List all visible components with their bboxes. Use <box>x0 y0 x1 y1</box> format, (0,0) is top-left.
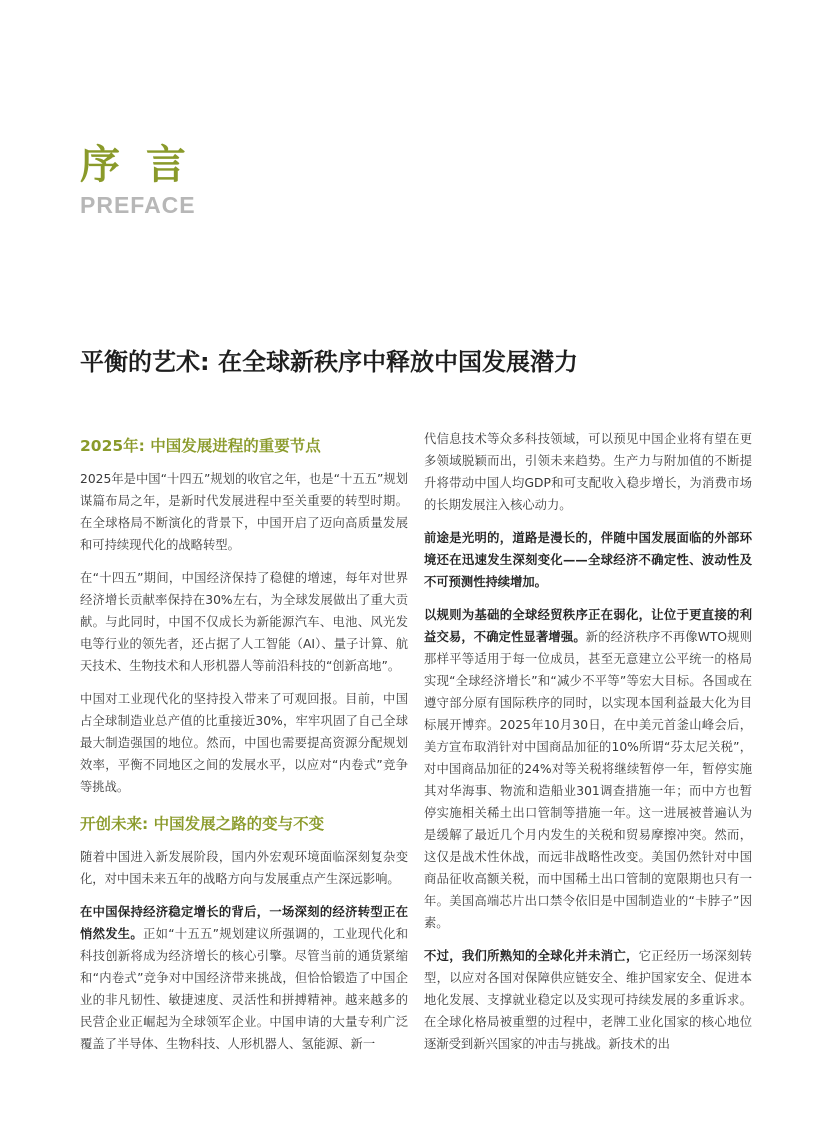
paragraph-lead-bold: 以规则为基础的全球经贸秩序正在弱化，让位于更直接的利益交易，不确定性显著增强。 <box>424 608 752 644</box>
paragraph: 随着中国进入新发展阶段，国内外宏观环境面临深刻复杂变化，对中国未来五年的战略方向与发展重点产生深远影响。 <box>80 850 408 886</box>
paragraph: 代信息技术等众多科技领域，可以预见中国企业将有望在更多领域脱颖而出，引领未来趋势。生产力与附加值的不断提升将带动中国人均GDP和可支配收入稳步增长，为消费市场的长期发展注入核心动力。 <box>424 432 752 512</box>
paragraph-body: 正如“十五五”规划建议所强调的，工业现代化和科技创新将成为经济增长的核心引擎。尽管当前的通货紧缩和“内卷式”竞争对中国经济带来挑战，但恰恰锻造了中国企业的非凡韧性、敏捷速度、灵活性和拼搏精神。越来越多的民营企业正崛起为全球领军企业。中国申请的大量专利广泛覆盖了半导体、生物科技、人形机器人、氢能源、新一 <box>80 927 408 1051</box>
paragraph: 在“十四五”期间，中国经济保持了稳健的增速，每年对世界经济增长贡献率保持在30%左右，为全球发展做出了重大贡献。与此同时，中国不仅成长为新能源汽车、电池、风光发电等行业的领先者，还占据了人工智能（AI）、量子计算、航天技术、生物技术和人形机器人等前沿科技的“创新高地”。 <box>80 571 408 673</box>
paragraph <box>80 901 408 1055</box>
main-heading: 平衡的艺术: 在全球新秩序中释放中国发展潜力 <box>80 348 578 376</box>
section-heading-2025: 2025年: 中国发展进程的重要节点 <box>80 437 321 455</box>
paragraph <box>424 945 752 1055</box>
paragraph-body: 新的经济秩序不再像WTO规则那样平等适用于每一位成员，甚至无意建立公平统一的格局实现“全球经济增长”和“减少不平等”等宏大目标。各国或在遵守部分原有国际秩序的同时，以实现本国利益最大化为目标展开博弈。2025年10月30日，在中美元首釜山峰会后，美方宣布取消针对中国商品加征的10%所谓“芬太尼关税”，对中国商品加征的24%对等关税将继续暂停一年，暂停实施其对华海事、物流和造船业301调查措施一年；而中方也暂停实施相关稀土出口管制等措施一年。这一进展被普遍认为是缓解了最近几个月内发生的关税和贸易摩擦冲突。然而，这仅是战术性休战，而远非战略性改变。美国仍然针对中国商品征收高额关税，而中国稀土出口管制的宽限期也只有一年。美国高端芯片出口禁令依旧是中国制造业的“卡脖子”因素。 <box>424 630 752 930</box>
section-heading-future: 开创未来: 中国发展之路的变与不变 <box>80 815 325 833</box>
paragraph-bold: 前途是光明的，道路是漫长的，伴随中国发展面临的外部环境还在迅速发生深刻变化——全球经济不确定性、波动性及不可预测性持续增加。 <box>424 531 752 589</box>
paragraph <box>424 527 752 593</box>
paragraph <box>424 604 752 934</box>
paragraph: 2025年是中国“十四五”规划的收官之年，也是“十五五”规划谋篇布局之年，是新时代发展进程中至关重要的转型时期。在全球格局不断演化的背景下，中国开启了迈向高质量发展和可持续现代化的战略转型。 <box>80 472 408 552</box>
paragraph-lead-bold: 在中国保持经济稳定增长的背后，一场深刻的经济转型正在悄然发生。 <box>80 905 408 941</box>
paragraph-body: 它正经历一场深刻转型，以应对各国对保障供应链安全、维护国家安全、促进本地化发展、支撑就业稳定以及实现可持续发展的多重诉求。在全球化格局被重塑的过程中，老牌工业化国家的核心地位逐渐受到新兴国家的冲击与挑战。新技术的出 <box>424 949 752 1051</box>
chapter-title-cn: 序 言 <box>80 142 192 188</box>
paragraph: 中国对工业现代化的坚持投入带来了可观回报。目前，中国占全球制造业总产值的比重接近30%，牢牢巩固了自己全球最大制造强国的地位。然而，中国也需要提高资源分配规划效率，平衡不同地区之间的发展水平，以应对“内卷式”竞争等挑战。 <box>80 692 408 794</box>
chapter-title-en: PREFACE <box>80 192 196 218</box>
right-column <box>424 428 752 1066</box>
left-column <box>80 426 408 1066</box>
paragraph-lead-bold: 不过，我们所熟知的全球化并未消亡， <box>424 949 639 963</box>
